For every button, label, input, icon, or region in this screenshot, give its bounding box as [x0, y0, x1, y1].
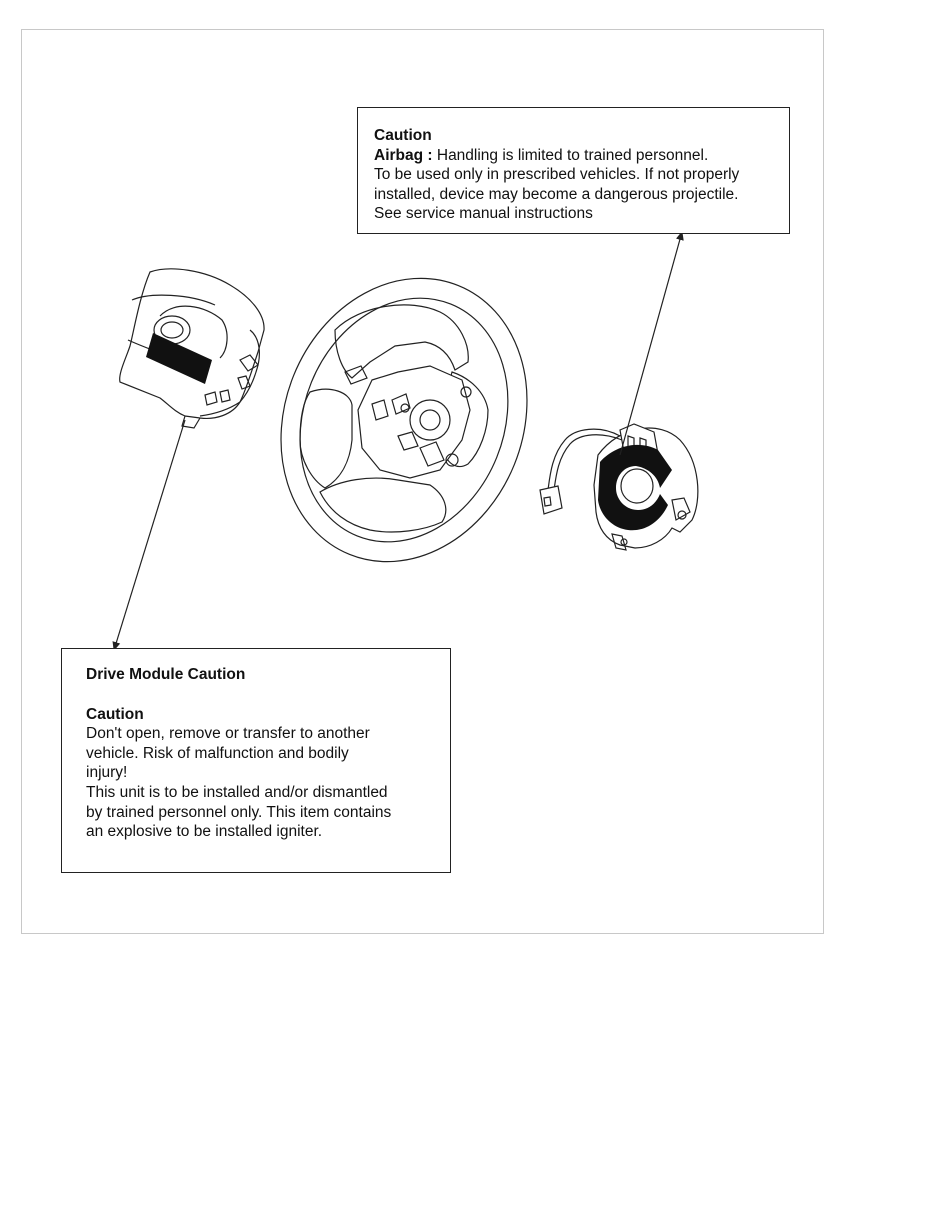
steering-wheel — [239, 241, 568, 599]
drive-module-caution-line: Don't open, remove or transfer to another — [86, 725, 370, 743]
airbag-caution-lead-bold: Airbag : — [374, 146, 433, 164]
drive-module-caution-title: Drive Module Caution — [86, 666, 246, 683]
drive-module-caution-line: vehicle. Risk of malfunction and bodily — [86, 744, 349, 762]
airbag-caution-lead-text: Handling is limited to trained personnel. — [432, 146, 709, 164]
airbag-module — [120, 269, 264, 428]
clock-spring — [540, 424, 698, 550]
airbag-caution-line: installed, device may become a dangerous projectile. — [374, 185, 739, 203]
drive-module-caution-line: by trained personnel only. This item contains — [86, 803, 392, 821]
module-label-leader — [114, 420, 185, 650]
airbag-caution-lead — [374, 146, 789, 166]
airbag-caution-heading: Caution — [374, 127, 432, 144]
drive-module-caution-heading: Caution — [86, 705, 144, 723]
airbag-caution-label — [357, 107, 790, 234]
drive-module-caution-label — [61, 648, 451, 873]
clock-spring-hub — [621, 469, 653, 503]
airbag-caution-line: To be used only in prescribed vehicles. If not properly — [374, 166, 740, 184]
drive-module-caution-line: injury! — [86, 764, 128, 782]
drive-module-caution-line: This unit is to be installed and/or dismantled — [86, 783, 388, 801]
airbag-caution-line: See service manual instructions — [374, 205, 593, 223]
airbag-label-leader — [620, 232, 682, 455]
drive-module-caution-line: an explosive to be installed igniter. — [86, 823, 323, 841]
